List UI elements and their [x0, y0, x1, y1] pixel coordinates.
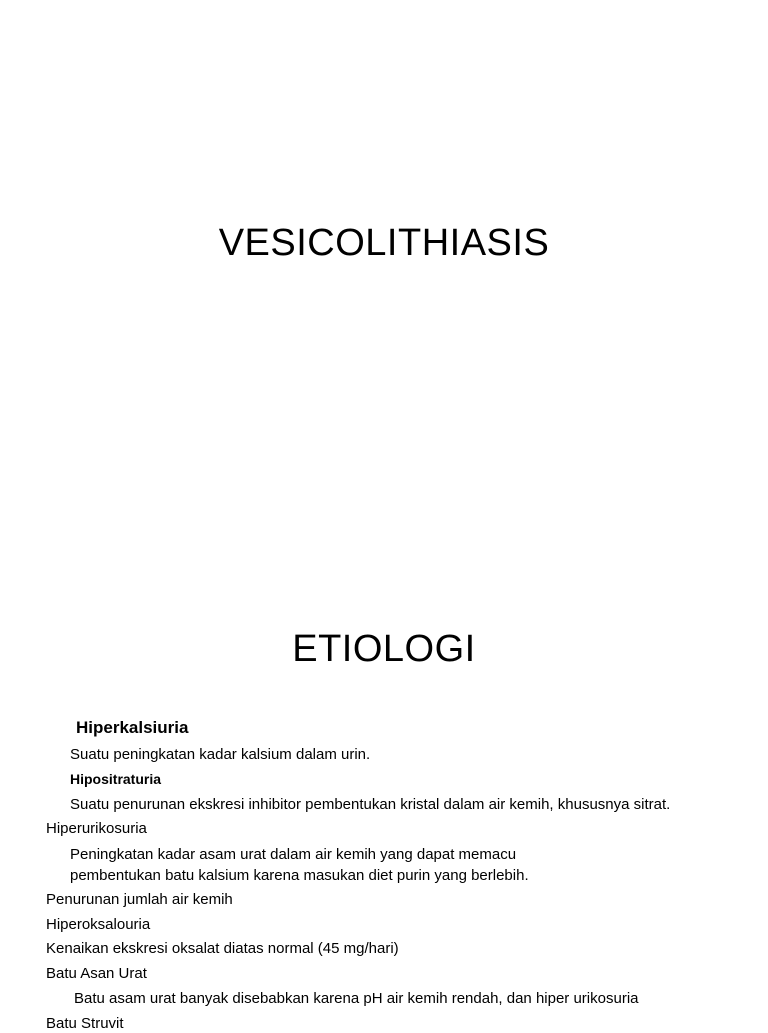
heading-batu-asan-urat: Batu Asan Urat [46, 965, 147, 982]
slide-etiologi [0, 560, 768, 1032]
heading-penurunan-air-kemih: Penurunan jumlah air kemih [46, 891, 233, 908]
slide-title-heading: VESICOLITHIASIS [218, 222, 550, 264]
text-hipositraturia: Suatu penurunan ekskresi inhibitor pembentukan kristal dalam air kemih, khususnya sitrat. [70, 796, 671, 813]
text-hiperoksalouria: Kenaikan ekskresi oksalat diatas normal (45 mg/hari) [46, 940, 399, 957]
etiologi-heading: ETIOLOGI [292, 628, 476, 670]
heading-hipositraturia: Hipositraturia [70, 771, 162, 787]
heading-hiperurikosuria: Hiperurikosuria [46, 820, 147, 837]
heading-batu-struvit: Batu Struvit [46, 1015, 124, 1032]
text-hiperkalsiuria: Suatu peningkatan kadar kalsium dalam urin. [70, 746, 371, 763]
heading-hiperkalsiuria: Hiperkalsiuria [76, 718, 189, 737]
text-hiperurikosuria-2: pembentukan batu kalsium karena masukan diet purin yang berlebih. [70, 867, 529, 884]
text-batu-asam-urat: Batu asam urat banyak disebabkan karena pH air kemih rendah, dan hiper urikosuria [74, 990, 639, 1007]
heading-hiperoksalouria: Hiperoksalouria [46, 916, 151, 933]
text-hiperurikosuria-1: Peningkatan kadar asam urat dalam air kemih yang dapat memacu [70, 846, 517, 863]
